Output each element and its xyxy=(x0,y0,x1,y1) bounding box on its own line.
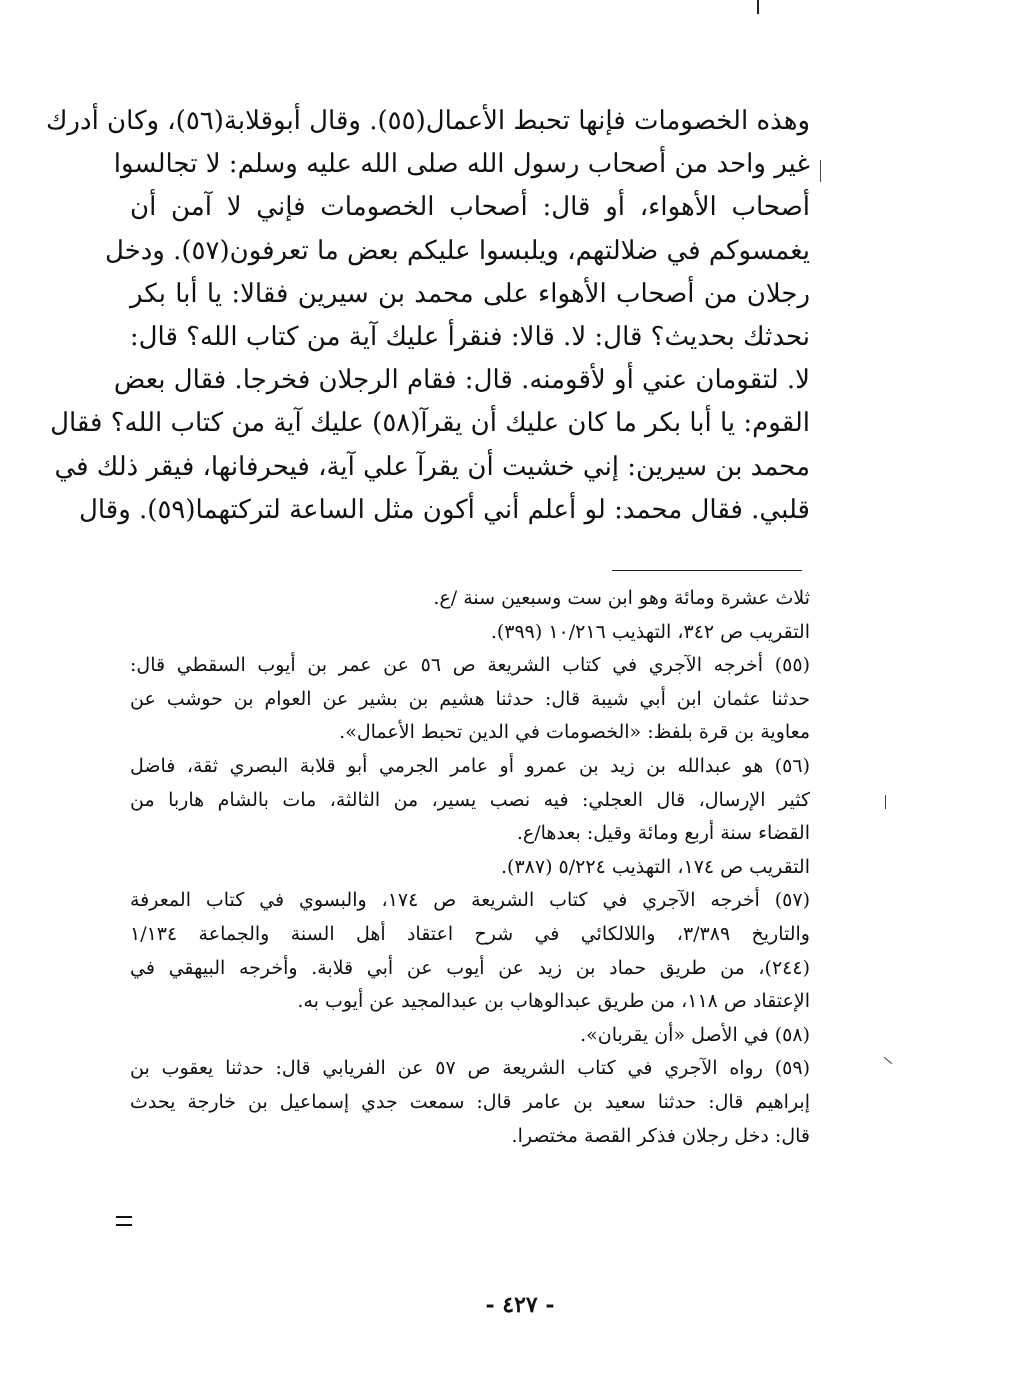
scan-edge-top xyxy=(757,0,759,14)
footnote-separator xyxy=(612,570,802,571)
main-text-line: يغمسوكم في ضلالتهم، ويلبسوا عليكم بعض ما تعرفون(٥٧). ودخل xyxy=(104,235,810,266)
footnote-line: (٥٨) في الأصل «أن يقربان». xyxy=(580,1023,810,1046)
main-text-line: نحدثك بحديث؟ قال: لا. قالا: فنقرأ عليك آية من كتاب الله؟ قال: xyxy=(129,322,810,353)
main-text-line: غير واحد من أصحاب رسول الله صلى الله عليه وسلم: لا تجالسوا xyxy=(113,149,810,180)
footnote-line: قال: دخل رجلان فذكر القصة مختصرا. xyxy=(511,1124,810,1147)
footnote-line: التقريب ص ١٧٤، التهذيب ٥/٢٢٤ (٣٨٧). xyxy=(501,855,810,878)
main-text-line: القوم: يا أبا بكر ما كان عليك أن يقرآ(٥٨) عليك آية من كتاب الله؟ فقال xyxy=(50,408,810,439)
footnote-line: (٥٧) أخرجه الآجري في كتاب الشريعة ص ١٧٤، والبسوي في كتاب المعرفة xyxy=(130,889,810,912)
margin-mark-right-low xyxy=(884,1057,892,1064)
footnote-line: معاوية بن قرة بلفظ: «الخصومات في الدين تحبط الأعمال». xyxy=(339,721,810,744)
margin-mark-right-mid xyxy=(885,795,886,809)
page-number: - ٤٢٧ - xyxy=(485,1292,555,1318)
margin-mark-right-top xyxy=(820,160,821,182)
footnote-line: (٢٤٤)، من طريق حماد بن زيد عن أيوب عن أبي قلابة. وأخرجه البيهقي في xyxy=(130,956,810,979)
main-text-line: أصحاب الأهواء، أو قال: أصحاب الخصومات فإني لا آمن أن xyxy=(130,192,810,223)
footnote-line: (٥٥) أخرجه الآجري في كتاب الشريعة ص ٥٦ عن عمر بن أيوب السقطي قال: xyxy=(130,654,810,677)
continuation-mark xyxy=(116,1216,132,1226)
footnote-line: (٥٦) هو عبدالله بن زيد بن عمرو أو عامر الجرمي أبو قلابة البصري ثقة، فاضل xyxy=(130,754,810,777)
footnote-line: والتاريخ ٣/٣٨٩، واللالكائي في شرح اعتقاد أهل السنة والجماعة ١/١٣٤ xyxy=(130,922,810,945)
main-text-line: لا. لتقومان عني أو لأقومنه. قال: فقام الرجلان فخرجا. فقال بعض xyxy=(113,365,810,396)
footnote-line: التقريب ص ٣٤٢، التهذيب ١٠/٢١٦ (٣٩٩). xyxy=(490,620,810,643)
footnote-line: الإعتقاد ص ١١٨، من طريق عبدالوهاب بن عبدالمجيد عن أيوب به. xyxy=(297,990,810,1013)
main-text-line: محمد بن سيرين: إني خشيت أن يقرآ علي آية، فيحرفانها، فيقر ذلك في xyxy=(54,451,810,482)
footnote-line: ثلاث عشرة ومائة وهو ابن ست وسبعين سنة /ع. xyxy=(433,587,810,609)
footnote-line: إبراهيم قال: حدثنا سعيد بن عامر قال: سمعت جدي إسماعيل بن خارجة يحدث xyxy=(130,1090,810,1113)
footnote-line: حدثنا عثمان ابن أبي شيبة قال: حدثنا هشيم بن بشير عن العوام بن حوشب عن xyxy=(130,687,810,710)
main-text-line: قلبي. فقال محمد: لو أعلم أني أكون مثل الساعة لتركتهما(٥٩). وقال xyxy=(78,494,810,525)
footnote-line: كثير الإرسال، قال العجلي: فيه نصب يسير، من الثالثة، مات بالشام هاربا من xyxy=(130,788,810,811)
main-text-line: وهذه الخصومات فإنها تحبط الأعمال(٥٥). وقال أبوقلابة(٥٦)، وكان أدرك xyxy=(46,106,810,136)
main-text-line: رجلان من أصحاب الأهواء على محمد بن سيرين فقالا: يا أبا بكر xyxy=(130,278,810,309)
footnote-line: القضاء سنة أربع ومائة وقيل: بعدها/ع. xyxy=(516,822,810,845)
footnote-line: (٥٩) رواه الآجري في كتاب الشريعة ص ٥٧ عن الفريابي قال: حدثنا يعقوب بن xyxy=(130,1057,810,1080)
main-body-text xyxy=(46,100,810,532)
footnotes-block xyxy=(130,582,810,1153)
